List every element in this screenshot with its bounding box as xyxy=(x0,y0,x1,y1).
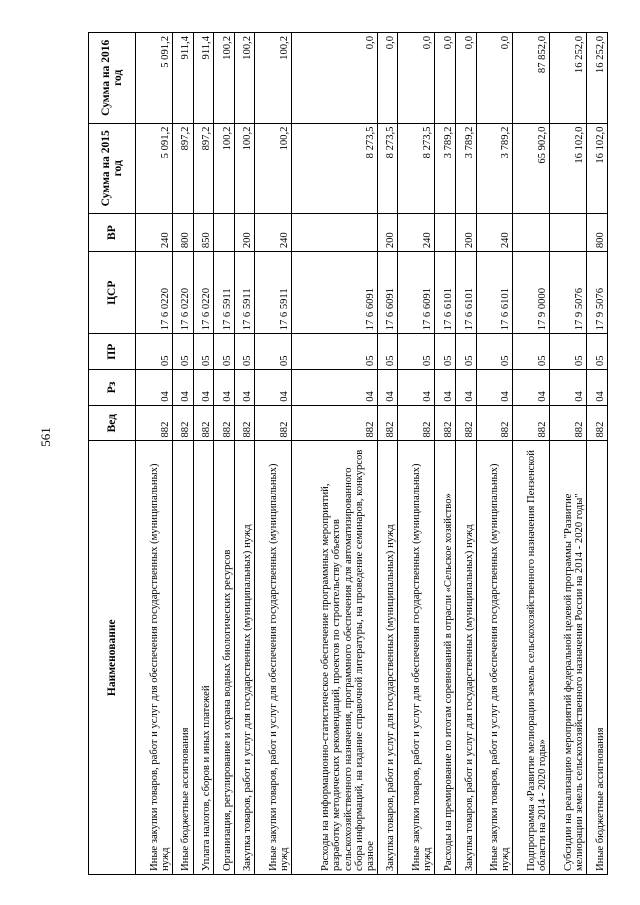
row-rz: 04 xyxy=(292,370,378,406)
row-sum-2015: 65 902,0 xyxy=(513,123,550,214)
row-csr: 17 6 5911 xyxy=(234,252,255,334)
row-ved: 882 xyxy=(550,405,587,441)
row-csr: 17 6 0220 xyxy=(136,252,173,334)
row-ved: 882 xyxy=(377,405,398,441)
header-row xyxy=(89,33,136,875)
header-csr: ЦСР xyxy=(89,252,136,334)
row-sum-2015: 100,2 xyxy=(234,123,255,214)
table-container xyxy=(88,32,608,875)
row-sum-2016: 100,2 xyxy=(255,33,292,124)
header-rz: Рз xyxy=(89,370,136,406)
header-vr: ВР xyxy=(89,214,136,252)
row-pr: 05 xyxy=(214,334,235,370)
table-row xyxy=(255,33,292,875)
row-name: Расходы на премирование по итогам соревнований в отрасли «Сельское хозяйство» xyxy=(435,441,456,875)
row-rz: 04 xyxy=(435,370,456,406)
table-row xyxy=(292,33,378,875)
row-pr: 05 xyxy=(435,334,456,370)
row-vr: 240 xyxy=(476,214,513,252)
row-sum-2015: 100,2 xyxy=(214,123,235,214)
row-ved: 882 xyxy=(398,405,435,441)
row-csr: 17 6 6101 xyxy=(435,252,456,334)
row-rz: 04 xyxy=(455,370,476,406)
row-pr: 05 xyxy=(476,334,513,370)
row-pr: 05 xyxy=(398,334,435,370)
row-sum-2015: 5 091,2 xyxy=(136,123,173,214)
row-rz: 04 xyxy=(377,370,398,406)
row-csr: 17 6 5911 xyxy=(214,252,235,334)
row-pr: 05 xyxy=(587,334,608,370)
row-pr: 05 xyxy=(455,334,476,370)
row-sum-2015: 3 789,2 xyxy=(476,123,513,214)
table-row xyxy=(398,33,435,875)
row-vr xyxy=(214,214,235,252)
row-vr: 200 xyxy=(377,214,398,252)
row-pr: 05 xyxy=(292,334,378,370)
row-csr: 17 6 6091 xyxy=(292,252,378,334)
row-sum-2015: 897,2 xyxy=(172,123,193,214)
row-vr: 240 xyxy=(398,214,435,252)
row-rz: 04 xyxy=(587,370,608,406)
row-sum-2016: 0,0 xyxy=(435,33,456,124)
row-sum-2015: 3 789,2 xyxy=(435,123,456,214)
row-sum-2015: 8 273,5 xyxy=(292,123,378,214)
row-ved: 882 xyxy=(172,405,193,441)
row-name: Уплата налогов, сборов и иных платежей xyxy=(193,441,214,875)
table-row xyxy=(214,33,235,875)
row-vr xyxy=(513,214,550,252)
table-row xyxy=(550,33,587,875)
row-rz: 04 xyxy=(550,370,587,406)
row-rz: 04 xyxy=(398,370,435,406)
row-vr: 200 xyxy=(455,214,476,252)
table-row xyxy=(513,33,550,875)
row-ved: 882 xyxy=(193,405,214,441)
row-sum-2016: 100,2 xyxy=(214,33,235,124)
row-pr: 05 xyxy=(255,334,292,370)
row-name: Расходы на информационно-статистическое обеспечение программных мероприятий, разработку методических рекомендаций, проектов по строительству объектов сельскохозяйственного назначения, программного обеспечения для автоматизированного сбора информаций, на издание справочной литературы, на проведение семинаров, конкурсов разное xyxy=(292,441,378,875)
row-ved: 882 xyxy=(234,405,255,441)
row-sum-2015: 897,2 xyxy=(193,123,214,214)
table-row xyxy=(476,33,513,875)
header-ved: Вед xyxy=(89,405,136,441)
row-sum-2015: 100,2 xyxy=(255,123,292,214)
row-sum-2016: 0,0 xyxy=(292,33,378,124)
row-rz: 04 xyxy=(136,370,173,406)
row-name: Иные закупки товаров, работ и услуг для обеспечения государственных (муниципальных) нужд xyxy=(255,441,292,875)
row-sum-2015: 16 102,0 xyxy=(550,123,587,214)
table-row xyxy=(587,33,608,875)
row-name: Закупка товаров, работ и услуг для государственных (муниципальных) нужд xyxy=(455,441,476,875)
row-vr xyxy=(435,214,456,252)
table-row xyxy=(136,33,173,875)
row-sum-2016: 911,4 xyxy=(172,33,193,124)
row-ved: 882 xyxy=(513,405,550,441)
row-pr: 05 xyxy=(172,334,193,370)
header-sum-2015: Сумма на 2015 год xyxy=(89,123,136,214)
row-sum-2016: 16 252,0 xyxy=(587,33,608,124)
row-csr: 17 6 0220 xyxy=(172,252,193,334)
row-pr: 05 xyxy=(136,334,173,370)
page-number: 561 xyxy=(37,427,53,447)
row-name: Иные бюджетные ассигнования xyxy=(587,441,608,875)
row-sum-2016: 16 252,0 xyxy=(550,33,587,124)
row-ved: 882 xyxy=(214,405,235,441)
row-pr: 05 xyxy=(550,334,587,370)
row-sum-2015: 8 273,5 xyxy=(398,123,435,214)
row-rz: 04 xyxy=(513,370,550,406)
row-rz: 04 xyxy=(234,370,255,406)
row-sum-2015: 16 102,0 xyxy=(587,123,608,214)
row-name: Иные закупки товаров, работ и услуг для обеспечения государственных (муниципальных) нужд xyxy=(476,441,513,875)
row-name: Организация, регулирование и охрана водных биологических ресурсов xyxy=(214,441,235,875)
row-pr: 05 xyxy=(513,334,550,370)
row-csr: 17 6 6101 xyxy=(476,252,513,334)
row-name: Иные закупки товаров, работ и услуг для обеспечения государственных (муниципальных) нужд xyxy=(136,441,173,875)
row-ved: 882 xyxy=(255,405,292,441)
header-sum-2016: Сумма на 2016 год xyxy=(89,33,136,124)
row-sum-2016: 0,0 xyxy=(398,33,435,124)
table-row xyxy=(455,33,476,875)
row-sum-2015: 8 273,5 xyxy=(377,123,398,214)
row-vr: 850 xyxy=(193,214,214,252)
row-vr: 240 xyxy=(136,214,173,252)
row-vr xyxy=(292,214,378,252)
row-name: Закупка товаров, работ и услуг для государственных (муниципальных) нужд xyxy=(377,441,398,875)
row-vr: 200 xyxy=(234,214,255,252)
row-pr: 05 xyxy=(377,334,398,370)
row-csr: 17 9 0000 xyxy=(513,252,550,334)
row-csr: 17 6 5911 xyxy=(255,252,292,334)
row-name: Подпрограмма «Развитие мелиорации земель сельскохозяйственного назначения Пензенской области на 2014 - 2020 годы» xyxy=(513,441,550,875)
row-sum-2015: 3 789,2 xyxy=(455,123,476,214)
row-ved: 882 xyxy=(435,405,456,441)
budget-table xyxy=(88,32,608,875)
row-csr: 17 6 6091 xyxy=(377,252,398,334)
header-name: Наименование xyxy=(89,441,136,875)
row-sum-2016: 0,0 xyxy=(377,33,398,124)
row-ved: 882 xyxy=(292,405,378,441)
row-name: Закупка товаров, работ и услуг для государственных (муниципальных) нужд xyxy=(234,441,255,875)
row-rz: 04 xyxy=(476,370,513,406)
row-rz: 04 xyxy=(255,370,292,406)
row-sum-2016: 0,0 xyxy=(455,33,476,124)
row-sum-2016: 87 852,0 xyxy=(513,33,550,124)
row-vr xyxy=(550,214,587,252)
table-row xyxy=(172,33,193,875)
table-row xyxy=(234,33,255,875)
row-ved: 882 xyxy=(136,405,173,441)
row-rz: 04 xyxy=(214,370,235,406)
row-pr: 05 xyxy=(234,334,255,370)
row-vr: 800 xyxy=(587,214,608,252)
row-csr: 17 9 5076 xyxy=(550,252,587,334)
row-name: Иные закупки товаров, работ и услуг для обеспечения государственных (муниципальных) нужд xyxy=(398,441,435,875)
row-csr: 17 6 6101 xyxy=(455,252,476,334)
row-sum-2016: 100,2 xyxy=(234,33,255,124)
row-csr: 17 6 6091 xyxy=(398,252,435,334)
row-name: Иные бюджетные ассигнования xyxy=(172,441,193,875)
header-pr: ПР xyxy=(89,334,136,370)
row-vr: 240 xyxy=(255,214,292,252)
table-row xyxy=(435,33,456,875)
row-sum-2016: 911,4 xyxy=(193,33,214,124)
row-sum-2016: 0,0 xyxy=(476,33,513,124)
rotated-table-frame xyxy=(88,32,608,875)
row-name: Субсидии на реализацию мероприятий федеральной целевой программы "Развитие мелиорации земель сельскохозяйственного назначения России на 2014 - 2020 годы" xyxy=(550,441,587,875)
row-rz: 04 xyxy=(193,370,214,406)
row-rz: 04 xyxy=(172,370,193,406)
row-ved: 882 xyxy=(476,405,513,441)
row-sum-2016: 5 091,2 xyxy=(136,33,173,124)
row-ved: 882 xyxy=(455,405,476,441)
row-ved: 882 xyxy=(587,405,608,441)
table-row xyxy=(377,33,398,875)
row-vr: 800 xyxy=(172,214,193,252)
row-pr: 05 xyxy=(193,334,214,370)
row-csr: 17 6 0220 xyxy=(193,252,214,334)
row-csr: 17 9 5076 xyxy=(587,252,608,334)
table-row xyxy=(193,33,214,875)
